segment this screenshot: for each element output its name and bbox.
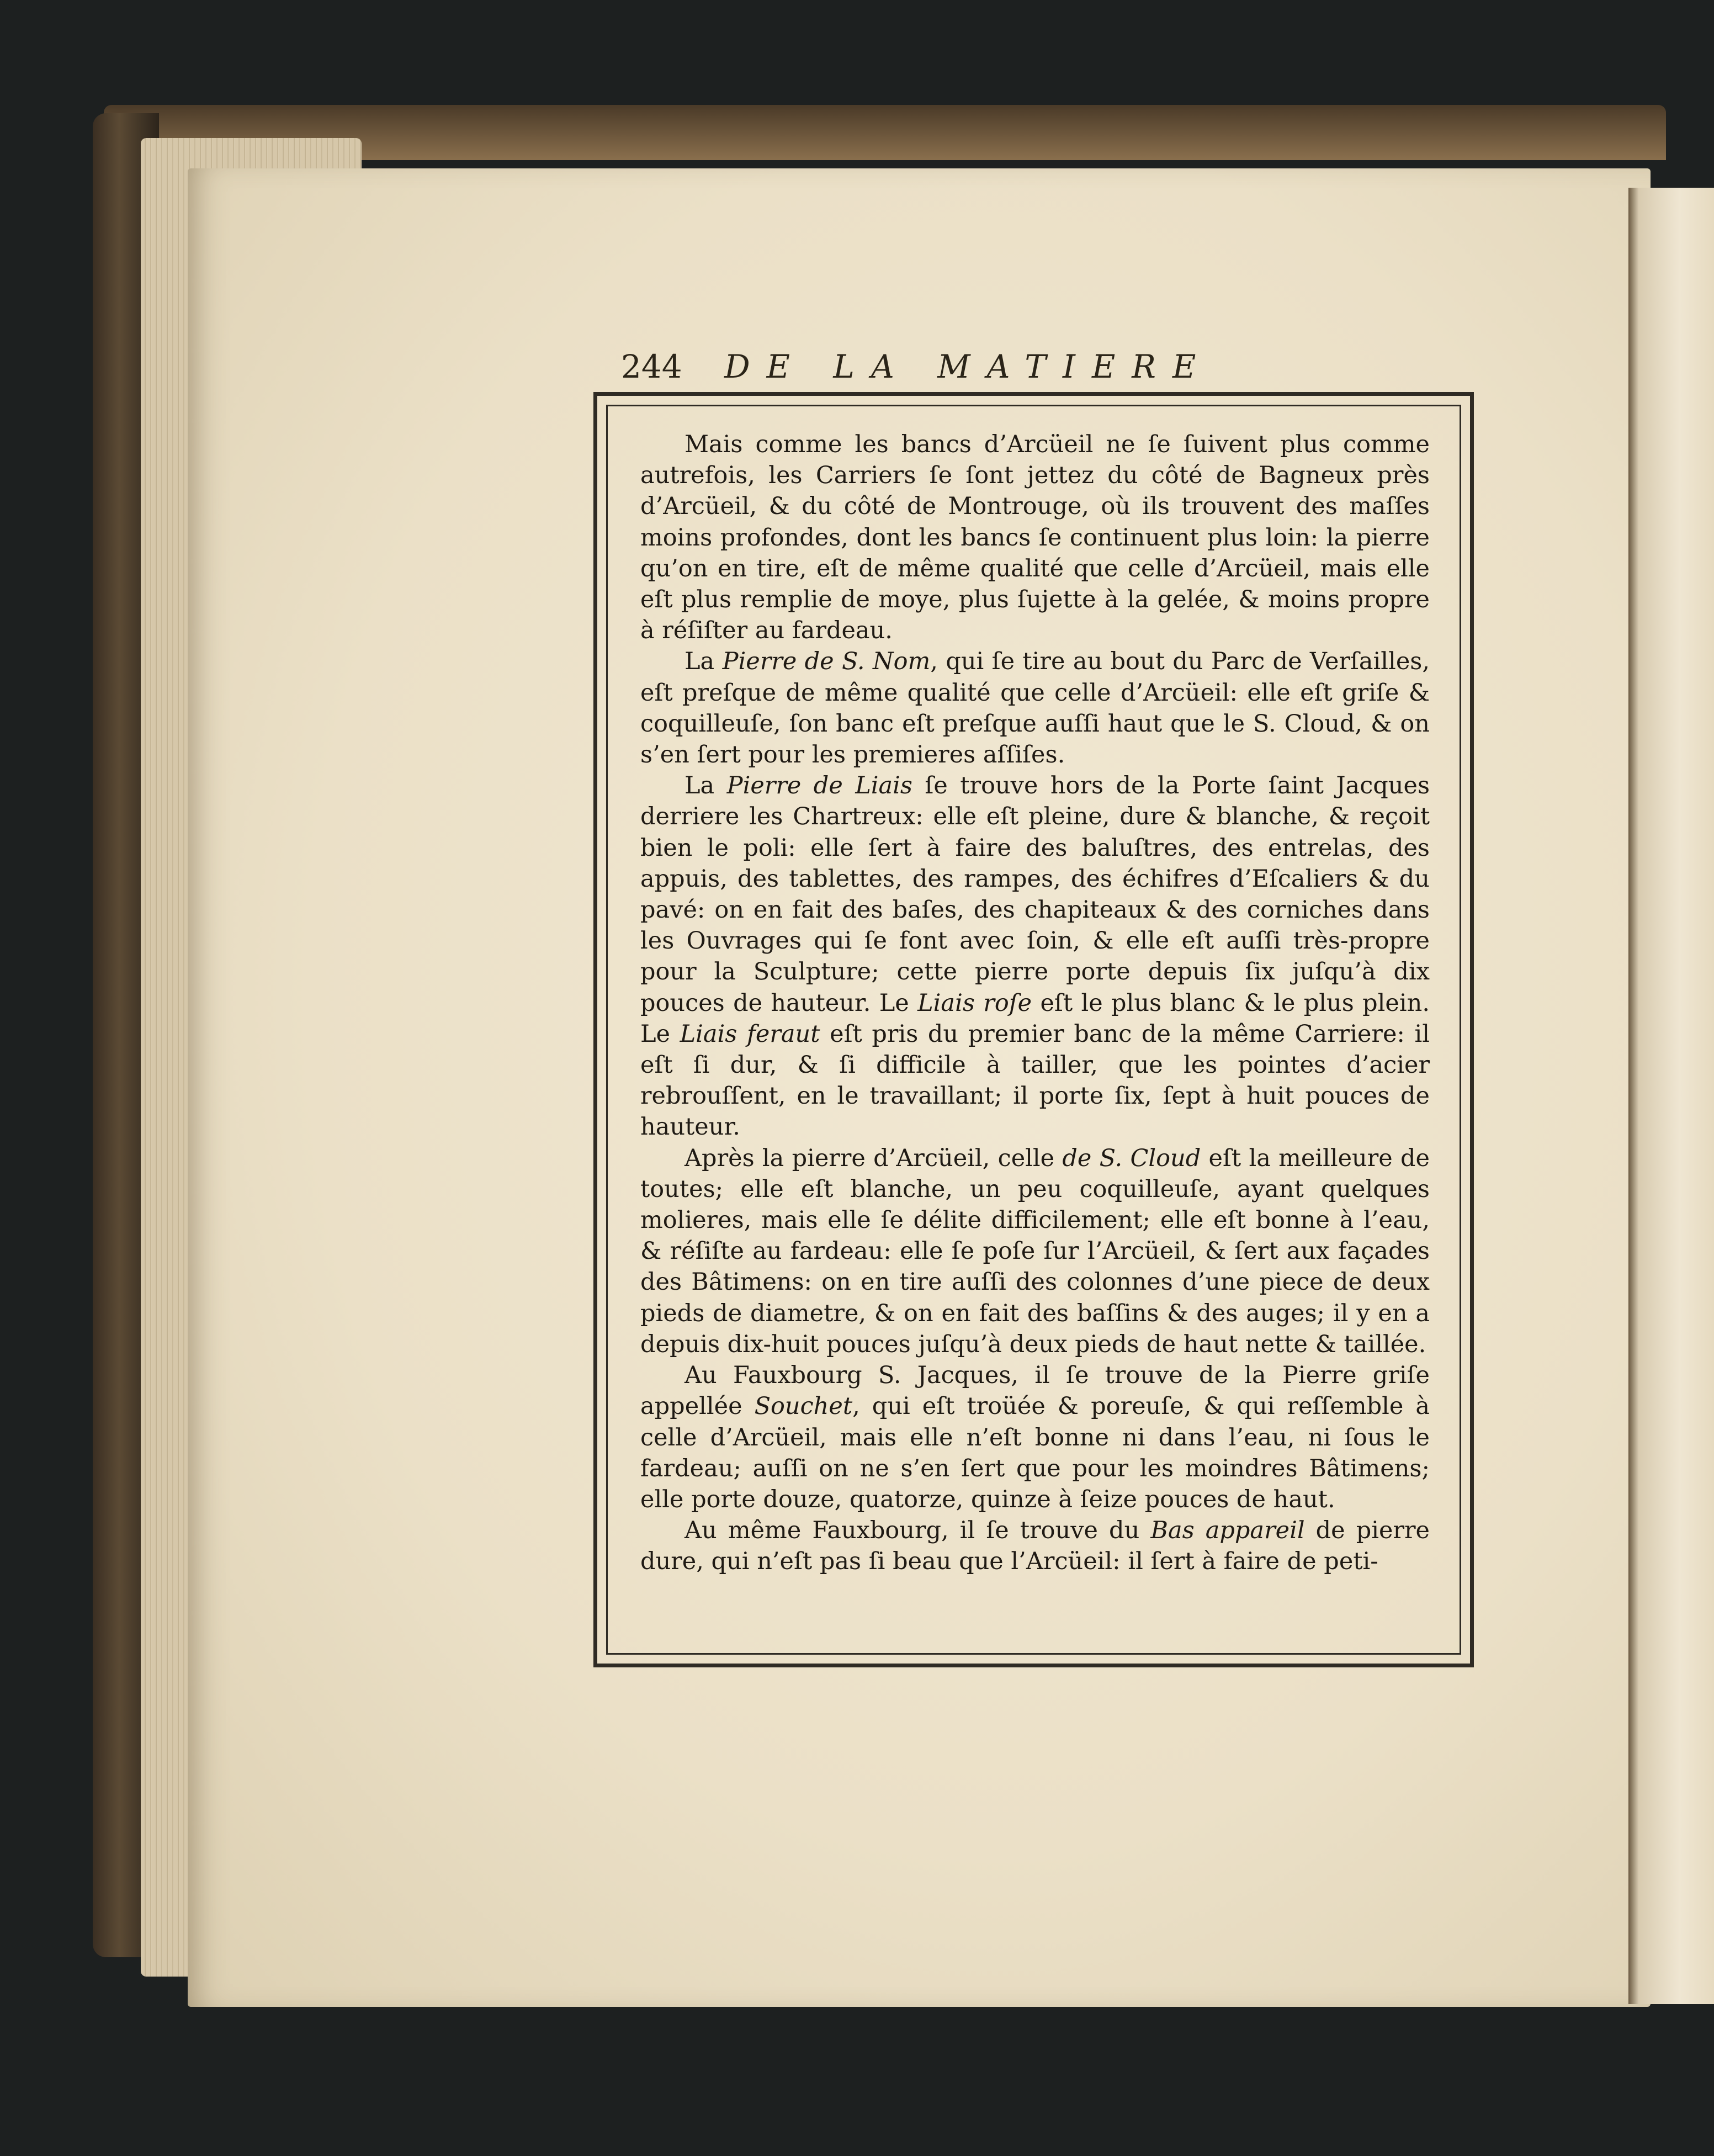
- text-run: La: [684, 772, 727, 800]
- text-run: eſt le plus blanc & le plus plein. Le: [640, 989, 1430, 1048]
- text-run: de pierre dure, qui n’eſt pas ſi beau que l’Arcüeil: il ſert à faire de peti-: [640, 1517, 1430, 1576]
- text-run: Après la pierre d’Arcüeil, celle: [684, 1144, 1063, 1172]
- paragraph: [640, 1360, 1430, 1515]
- paragraph: [640, 770, 1430, 1142]
- text-run: La: [684, 648, 723, 676]
- paragraph: [640, 1515, 1430, 1577]
- text-frame: [593, 392, 1474, 1667]
- italic-run: Liais roſe: [917, 989, 1032, 1017]
- italic-run: Liais feraut: [680, 1020, 820, 1048]
- italic-run: Pierre de Liais: [726, 772, 912, 800]
- italic-run: de S. Cloud: [1062, 1144, 1201, 1172]
- text-run: , qui eſt troüée & poreuſe, & qui reſſemble à celle d’Arcüeil, mais elle n’eſt bonne ni dans l’eau, ni ſous le fardeau; auſſi on ne s’en ſert que pour les moindres Bâtimens; elle porte douze, quatorze, quinze à ſeize pouces de haut.: [640, 1392, 1430, 1513]
- paragraph: [640, 646, 1430, 770]
- body-text: [640, 429, 1430, 1577]
- text-run: eſt la meilleure de toutes; elle eſt blanche, un peu coquilleuſe, ayant quelques molieres, mais elle ſe délite difficilement; elle eſt bonne à l’eau, & réſiſte au fardeau: elle ſe poſe ſur l’Arcüeil, & ſert aux façades des Bâtimens: on en tire auſſi des colonnes d’une piece de deux pieds de diametre, & on en fait des baſſins & des auges; il y en a depuis dix-huit pouces juſqu’à deux pieds de haut nette & taillée.: [640, 1144, 1430, 1358]
- text-run: Au Fauxbourg S. Jacques, il ſe trouve de la Pierre griſe appellée: [640, 1362, 1430, 1421]
- facing-page-edge: [1628, 188, 1714, 2004]
- text-run: eſt pris du premier banc de la même Carriere: il eſt ſi dur, & ſi difficile à tailler, que les pointes d’acier rebrouſſent, en le travaillant; il porte ſix, ſept à huit pouces de hauteur.: [640, 1020, 1430, 1141]
- page-number: 244: [621, 348, 682, 385]
- running-title: DE LA MATIERE: [724, 348, 1213, 385]
- italic-run: Souchet: [754, 1392, 853, 1421]
- text-run: , qui ſe tire au bout du Parc de Verſailles, eſt preſque de même qualité que celle d’Arcüeil: elle eſt griſe & coquilleuſe, ſon banc eſt preſque auſſi haut que le S. Cloud, & on s’en ſert pour les premieres aſſiſes.: [640, 648, 1430, 769]
- text-run: Au même Fauxbourg, il ſe trouve du: [684, 1517, 1151, 1545]
- text-run: ſe trouve hors de la Porte ſaint Jacques derriere les Chartreux: elle eſt pleine, dure & blanche, & reçoit bien le poli: elle ſert à faire des baluſtres, des entrelas, des appuis, des tablettes, des rampes, des échifres d’Eſcaliers & du pavé: on en fait des baſes, des chapiteaux & des corniches dans les Ouvrages qui ſe font avec ſoin, & elle eſt auſſi très-propre pour la Sculpture; cette pierre porte depuis ſix juſqu’à dix pouces de hauteur. Le: [640, 772, 1430, 1017]
- paragraph: [640, 1143, 1430, 1360]
- text-run: Mais comme les bancs d’Arcüeil ne ſe ſuivent plus comme autrefois, les Carriers ſe ſont jettez du côté de Bagneux près d’Arcüeil, & du côté de Montrouge, où ils trouvent des maſſes moins profondes, dont les bancs ſe continuent plus loin: la pierre qu’on en tire, eſt de même qualité que celle d’Arcüeil, mais elle eſt plus remplie de moye, plus ſujette à la gelée, & moins propre à réſiſter au fardeau.: [640, 431, 1430, 645]
- italic-run: Pierre de S. Nom: [722, 648, 931, 676]
- italic-run: Bas appareil: [1150, 1517, 1305, 1545]
- paragraph: [640, 429, 1430, 646]
